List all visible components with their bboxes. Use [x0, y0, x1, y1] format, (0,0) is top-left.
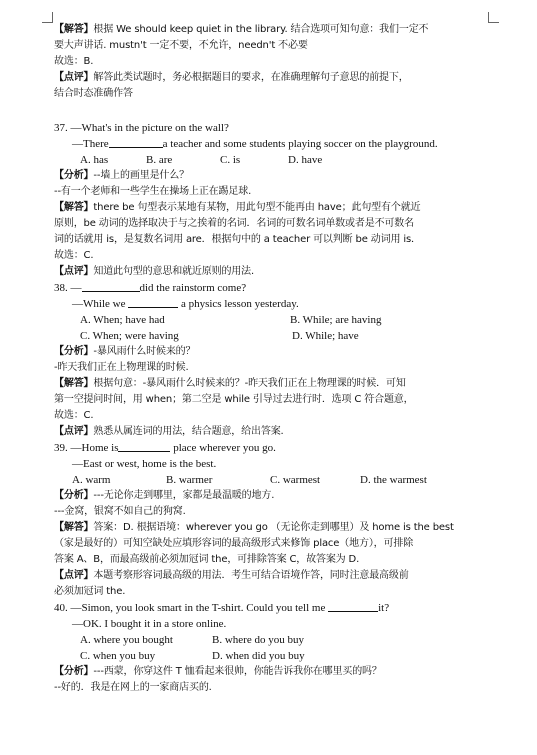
answer-blank [328, 600, 378, 612]
jieda-line: 答案 A、B，而最高级前必须加冠词 the，可排除答案 C，故答案为 D. [54, 554, 360, 565]
option-b: B. where do you buy [212, 634, 304, 646]
fenxi-line: 【分析】---无论你走到哪里，家都是最温暖的地方. [54, 490, 275, 501]
option-b: B. warmer [166, 474, 213, 486]
jieda-line: 【解答】根据句意：-暴风雨什么时候来的？-昨天我们正在上物理课的时候．可知 [54, 378, 406, 389]
option-a: A. When; have had [80, 314, 165, 326]
fenxi-line: ---金窝，银窝不如自己的狗窝. [54, 506, 186, 517]
dianping-line: 【点评】解答此类试题时，务必根据题目的要求，在准确理解句子意思的前提下， [54, 72, 409, 83]
option-c: C. when you buy [80, 650, 156, 662]
option-d: D. the warmest [360, 474, 427, 486]
dianping-line: 必须加冠词 the. [54, 586, 126, 597]
option-a: A. warm [72, 474, 111, 486]
option-c: C. When; were having [80, 330, 179, 342]
option-d: D. While; have [292, 330, 359, 342]
fenxi-line: 【分析】-暴风雨什么时候来的？ [54, 346, 196, 357]
option-d: D. have [288, 154, 323, 166]
answer-blank [82, 280, 140, 292]
fenxi-line: -昨天我们正在上物理课的时候. [54, 362, 189, 373]
document-page [54, 22, 506, 696]
dianping-line: 【点评】知道此句型的意思和就近原则的用法. [54, 266, 255, 277]
jieda-line: （家是最好的）可知空缺处应填形容词的最高级形式来修饰 place（地方），可排除 [54, 538, 414, 549]
jieda-line: 【解答】there be 句型表示某地有某物，用此句型不能再由 have；此句型有个就近 [54, 202, 421, 213]
jieda-line: 词的话就用 is，是复数名词用 are．根据句中的 a teacher 可以判断 be 动词用 is． [54, 234, 421, 245]
q38-options-row2 [54, 328, 506, 344]
jieda-line: 原则，be 动词的选择取决于与之挨着的名词．名词的可数名词单数或者是不可数名 [54, 218, 414, 229]
q40-options-row2 [54, 648, 506, 664]
dianping-line: 【点评】熟悉从属连词的用法，结合题意，给出答案. [54, 426, 284, 437]
jieda-line: 第一空提问时间，用 when；第二空是 while 引导过去进行时．选项 C 符合题意， [54, 394, 414, 405]
jieda-line: 故选：C. [54, 410, 94, 421]
dianping-line: 【点评】本题考察形容词最高级的用法．考生可结合语境作答，同时注意最高级前 [54, 570, 409, 581]
option-a: A. where you bought [80, 634, 173, 646]
q37-answer-line: —There a teacher and some students playing soccer on the playground. [72, 138, 438, 150]
option-c: C. warmest [270, 474, 321, 486]
answer-blank [128, 296, 178, 308]
fenxi-line: 【分析】---西蒙，你穿这件 T 恤看起来很帅，你能告诉我你在哪里买的吗？ [54, 666, 382, 677]
q39-stem: 39. —Home is place wherever you go. [54, 442, 276, 454]
jieda-line: 故选：B. [54, 56, 94, 67]
q38-stem: 38. — did the rainstorm come? [54, 282, 247, 294]
option-b: B. are [146, 154, 173, 166]
option-a: A. has [80, 154, 109, 166]
fenxi-line: --有一个老师和一些学生在操场上正在踢足球. [54, 186, 252, 197]
q39-options [54, 472, 506, 488]
dianping-line: 结合时态准确作答 [54, 88, 133, 99]
fenxi-line: --好的．我是在网上的一家商店买的. [54, 682, 212, 693]
option-c: C. is [220, 154, 241, 166]
q40-answer-line: —OK. I bought it in a store online. [72, 618, 227, 630]
jieda-line: 【解答】答案：D. 根据语境：wherever you go （无论你走到哪里）及 home is the best [54, 522, 454, 533]
jieda-line: 要大声讲话. mustn't 一定不要，不允许，needn't 不必要 [54, 40, 308, 51]
crop-mark-left [42, 12, 53, 23]
q40-options-row1 [54, 632, 506, 648]
answer-blank [118, 440, 170, 452]
jieda-line: 故选：C. [54, 250, 94, 261]
q37-stem: 37. —What's in the picture on the wall? [54, 122, 229, 134]
option-b: B. While; are having [290, 314, 382, 326]
answer-blank [109, 136, 163, 148]
q37-options [54, 152, 506, 168]
q38-options-row1 [54, 312, 506, 328]
q39-answer-line: —East or west, home is the best. [72, 458, 217, 470]
q38-answer-line: —While we a physics lesson yesterday. [72, 298, 299, 310]
jieda-line: 【解答】根据 We should keep quiet in the library. 结合选项可知句意：我们一定不 [54, 24, 429, 35]
option-d: D. when did you buy [212, 650, 305, 662]
q40-stem: 40. —Simon, you look smart in the T-shirt. Could you tell me it? [54, 602, 390, 614]
fenxi-line: 【分析】--墙上的画里是什么？ [54, 170, 189, 181]
